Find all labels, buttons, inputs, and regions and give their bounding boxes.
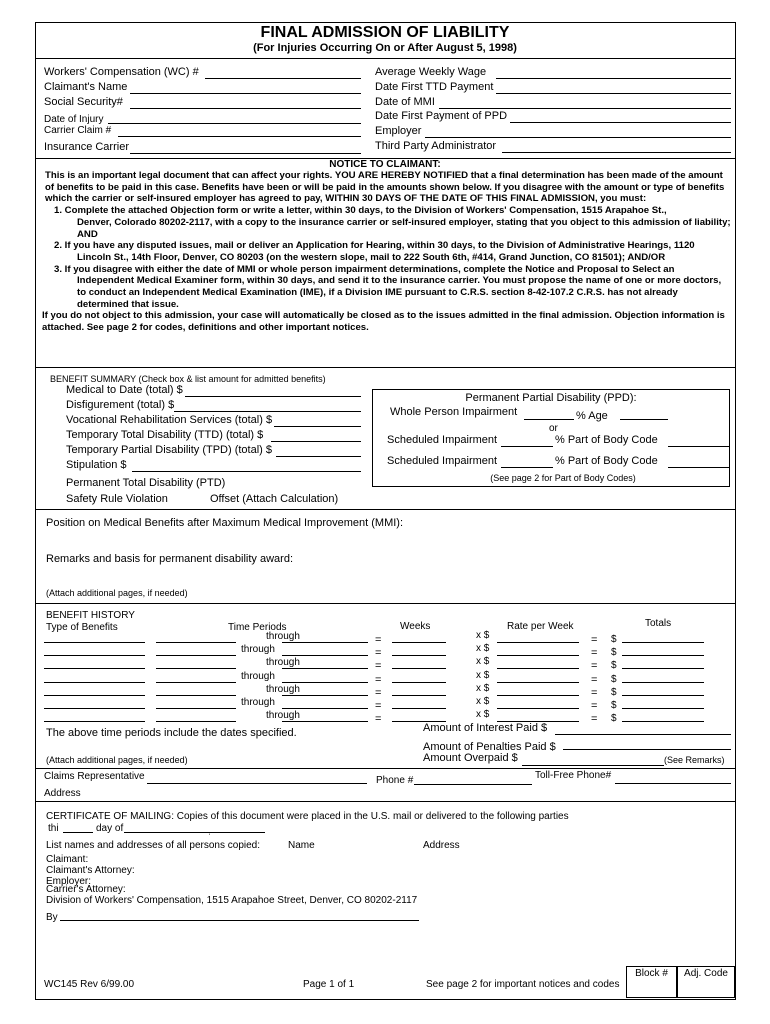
total-dollar: $	[611, 713, 617, 724]
rate-field[interactable]	[497, 668, 579, 669]
notice-intro: This is an important legal document that can affect your rights. YOU ARE HEREBY NOTIFIED that a final determination has been made of the amount of benefits to be paid in this case. Benefits have been or will be paid in the amounts shown below. If you disagree with the amount or type of benefits which the carrier or self-insured employer has agreed to pay, WITHIN 30 DAYS OF THE DATE OF THIS FINAL ADMISSION, you must:	[45, 170, 725, 205]
whole-person-field[interactable]	[524, 419, 574, 420]
through-label: through	[241, 671, 275, 682]
by-label: By	[46, 912, 58, 923]
date-of-injury-field[interactable]	[108, 123, 361, 124]
form-id: WC145 Rev 6/99.00	[44, 979, 135, 990]
first-ppd-label: Date First Payment of PPD	[375, 110, 508, 122]
rate-field[interactable]	[497, 682, 579, 683]
see-page2-note: See page 2 for important notices and codes	[426, 979, 620, 990]
overpaid-field[interactable]	[522, 765, 664, 766]
scheduled-1-field[interactable]	[501, 446, 553, 447]
type-field[interactable]	[44, 655, 145, 656]
equals-sign: =	[591, 647, 598, 659]
notice-item-3: 3. If you disagree with either the date of MMI or whole person impairment determinations, complete the Notice and Proposal to Select an	[54, 263, 675, 275]
tpd-label: Temporary Partial Disability (TPD) (total) $	[66, 444, 272, 456]
notice-heading: NOTICE TO CLAIMANT:	[329, 159, 441, 170]
adj-code-label: Adj. Code	[684, 968, 728, 979]
certificate-text: CERTIFICATE OF MAILING: Copies of this document were placed in the U.S. mail or delivered to the following parties	[46, 811, 569, 822]
overpaid-label: Amount Overpaid $	[423, 752, 518, 764]
period-start-field[interactable]	[156, 721, 236, 722]
carrier-attorney-copy: Carrier's Attorney:	[46, 884, 126, 895]
weeks-field[interactable]	[392, 695, 446, 696]
see-remarks: (See Remarks)	[664, 755, 725, 765]
period-end-field[interactable]	[282, 642, 368, 643]
type-field[interactable]	[44, 721, 145, 722]
mmi-date-field[interactable]	[439, 108, 731, 109]
period-start-field[interactable]	[156, 668, 236, 669]
through-label: through	[266, 710, 300, 721]
list-label: List names and addresses of all persons copied:	[46, 840, 261, 851]
division-copy: Division of Workers' Compensation, 1515 Arapahoe Street, Denver, CO 80202-2117	[46, 895, 418, 906]
whole-person-label: Whole Person Impairment	[390, 406, 518, 418]
through-label: through	[241, 644, 275, 655]
first-ttd-label: Date First TTD Payment	[375, 81, 494, 93]
type-field[interactable]	[44, 642, 145, 643]
equals-sign: =	[375, 687, 382, 699]
mmi-position-label: Position on Medical Benefits after Maximum Medical Improvement (MMI):	[46, 517, 404, 529]
tpa-label: Third Party Administrator	[375, 140, 497, 152]
scheduled-2-label: Scheduled Impairment	[387, 455, 498, 467]
ssn-label: Social Security#	[44, 96, 123, 108]
rate-field[interactable]	[497, 708, 579, 709]
history-heading: BENEFIT HISTORY	[46, 610, 135, 621]
period-end-field[interactable]	[282, 708, 368, 709]
divider	[35, 367, 736, 368]
period-end-field[interactable]	[282, 721, 368, 722]
divider	[35, 801, 736, 802]
period-end-field[interactable]	[282, 695, 368, 696]
part-2-label: % Part of Body Code	[555, 455, 658, 467]
remarks-attach-note: (Attach additional pages, if needed)	[46, 588, 188, 598]
ptd-label: Permanent Total Disability (PTD)	[66, 477, 226, 489]
period-start-field[interactable]	[156, 655, 236, 656]
total-field[interactable]	[622, 695, 704, 696]
equals-sign: =	[591, 634, 598, 646]
penalties-field[interactable]	[563, 749, 731, 750]
weeks-field[interactable]	[392, 668, 446, 669]
stipulation-field[interactable]	[132, 471, 361, 472]
weeks-field[interactable]	[392, 655, 446, 656]
address-label: Address	[44, 788, 81, 799]
notice-closing: If you do not object to this admission, your case will automatically be closed as to the issues admitted in the final admission. Objection information is attached. See page 2 for codes, definitions and other important notices.	[42, 310, 725, 334]
total-field[interactable]	[622, 721, 704, 722]
equals-sign: =	[591, 674, 598, 686]
claimant-copy: Claimant:	[46, 854, 89, 865]
rate-dollar: x $	[476, 656, 490, 667]
equals-sign: =	[591, 713, 598, 725]
total-dollar: $	[611, 674, 617, 685]
scheduled-2-field[interactable]	[501, 467, 553, 468]
tpa-field[interactable]	[502, 152, 731, 153]
through-label: through	[266, 657, 300, 668]
type-field[interactable]	[44, 695, 145, 696]
disfigurement-field[interactable]	[174, 411, 361, 412]
remarks-label: Remarks and basis for permanent disability award:	[46, 553, 294, 565]
equals-sign: =	[591, 660, 598, 672]
medical-field[interactable]	[185, 396, 361, 397]
rate-field[interactable]	[497, 695, 579, 696]
first-ppd-field[interactable]	[510, 122, 731, 123]
penalties-label: Amount of Penalties Paid $	[423, 741, 556, 753]
form-title: FINAL ADMISSION OF LIABILITY	[260, 24, 510, 41]
weeks-field[interactable]	[392, 642, 446, 643]
total-field[interactable]	[622, 668, 704, 669]
claimant-name-field[interactable]	[130, 93, 361, 94]
totals-header: Totals	[645, 618, 672, 629]
first-ttd-field[interactable]	[496, 93, 731, 94]
employer-field[interactable]	[425, 137, 731, 138]
date-of-injury-label: Date of Injury	[44, 114, 104, 125]
phone-label: Phone #	[376, 775, 414, 786]
total-field[interactable]	[622, 708, 704, 709]
aww-label: Average Weekly Wage	[375, 66, 487, 78]
weeks-header: Weeks	[400, 621, 431, 632]
weeks-field[interactable]	[392, 682, 446, 683]
block-label: Block #	[635, 968, 668, 979]
employer-label: Employer	[375, 125, 422, 137]
rate-dollar: x $	[476, 683, 490, 694]
rate-dollar: x $	[476, 709, 490, 720]
equals-sign: =	[591, 700, 598, 712]
divider	[35, 509, 736, 510]
type-field[interactable]	[44, 668, 145, 669]
vocational-field[interactable]	[274, 426, 361, 427]
dates-note: The above time periods include the dates specified.	[46, 727, 297, 739]
history-attach-note: (Attach additional pages, if needed)	[46, 755, 188, 765]
benefit-summary-heading: BENEFIT SUMMARY (Check box & list amount for admitted benefits)	[50, 374, 326, 384]
toll-free-label: Toll-Free Phone#	[535, 770, 612, 781]
periods-header: Time Periods	[228, 622, 287, 633]
interest-field[interactable]	[555, 734, 731, 735]
total-dollar: $	[611, 687, 617, 698]
interest-label: Amount of Interest Paid $	[423, 722, 548, 734]
ppd-heading: Permanent Partial Disability (PPD):	[465, 392, 637, 404]
weeks-field[interactable]	[392, 708, 446, 709]
notice-item-2b: Lincoln St., 14th Floor, Denver, CO 80203 (on the western slope, mail to 222 South 6th, #414, Grand Junction, CO 81501); AND/OR	[77, 251, 666, 263]
divider	[35, 768, 736, 769]
total-dollar: $	[611, 647, 617, 658]
rate-dollar: x $	[476, 696, 490, 707]
form-subtitle: (For Injuries Occurring On or After August 5, 1998)	[253, 42, 517, 54]
through-label: through	[266, 684, 300, 695]
equals-sign: =	[591, 687, 598, 699]
age-field[interactable]	[620, 419, 668, 420]
equals-sign: =	[375, 647, 382, 659]
medical-label: Medical to Date (total) $	[66, 384, 183, 396]
month-field[interactable]	[124, 832, 265, 833]
total-dollar: $	[611, 700, 617, 711]
equals-sign: =	[375, 713, 382, 725]
day-field[interactable]	[63, 832, 93, 833]
equals-sign: =	[375, 660, 382, 672]
through-label: through	[241, 697, 275, 708]
rate-dollar: x $	[476, 630, 490, 641]
insurance-carrier-field[interactable]	[130, 153, 361, 154]
divider	[35, 58, 736, 59]
claims-rep-label: Claims Representative	[44, 771, 145, 782]
wc-number-label: Workers' Compensation (WC) #	[44, 66, 199, 78]
rate-field[interactable]	[497, 655, 579, 656]
carrier-claim-label: Carrier Claim #	[44, 125, 112, 136]
period-end-field[interactable]	[282, 668, 368, 669]
ttd-label: Temporary Total Disability (TTD) (total) $	[66, 429, 264, 441]
claimant-attorney-copy: Claimant's Attorney:	[46, 865, 135, 876]
period-start-field[interactable]	[156, 708, 236, 709]
page-number: Page 1 of 1	[303, 979, 355, 990]
period-start-field[interactable]	[156, 682, 236, 683]
type-field[interactable]	[44, 708, 145, 709]
notice-item-1b: Denver, Colorado 80202-2117, with a copy to the insurance carrier or self-insured employer, stating that you object to this admission of liability; AND	[77, 216, 731, 240]
ssn-field[interactable]	[130, 108, 361, 109]
divider	[35, 603, 736, 604]
tick-mark: ˌ	[208, 825, 211, 835]
part-2-field[interactable]	[668, 467, 730, 468]
part-1-field[interactable]	[668, 446, 730, 447]
rate-header: Rate per Week	[507, 621, 574, 632]
notice-item-2: 2. If you have any disputed issues, mail or deliver an Application for Hearing, within 30 days, to the Division of Administrative Hearings, 1120	[54, 240, 695, 252]
period-end-field[interactable]	[282, 655, 368, 656]
notice-item-3b: Independent Medical Examiner form, within 30 days, and send it to the insurance carrier. You must propose the name of one or more doctors, to conduct an Independent Medical Examination (IME), if a Division IME pursuant to C.R.S. section 8-42-107.2 C.R.S. has not already determined that issue.	[77, 275, 722, 310]
type-field[interactable]	[44, 682, 145, 683]
toll-free-field[interactable]	[615, 783, 731, 784]
stipulation-label: Stipulation $	[66, 459, 127, 471]
thi-label: thi	[48, 823, 59, 834]
claims-rep-field[interactable]	[147, 783, 367, 784]
equals-sign: =	[375, 674, 382, 686]
safety-label: Safety Rule Violation	[66, 493, 168, 505]
period-start-field[interactable]	[156, 695, 236, 696]
address-header: Address	[423, 840, 460, 851]
ppd-or: or	[549, 423, 558, 434]
total-dollar: $	[611, 660, 617, 671]
part-1-label: % Part of Body Code	[555, 434, 658, 446]
equals-sign: =	[375, 700, 382, 712]
wc-number-field[interactable]	[205, 78, 361, 79]
mmi-date-label: Date of MMI	[375, 96, 435, 108]
total-field[interactable]	[622, 642, 704, 643]
rate-dollar: x $	[476, 643, 490, 654]
tpd-field[interactable]	[276, 456, 361, 457]
day-of-label: day of	[96, 823, 124, 834]
notice-item-1: 1. Complete the attached Objection form or write a letter, within 30 days, to the Division of Workers' Compensation, 1515 Arapahoe St.,	[54, 205, 667, 217]
rate-dollar: x $	[476, 670, 490, 681]
rate-field[interactable]	[497, 642, 579, 643]
total-field[interactable]	[622, 682, 704, 683]
type-header: Type of Benefits	[46, 622, 118, 633]
disfigurement-label: Disfigurement (total) $	[66, 399, 175, 411]
vocational-label: Vocational Rehabilitation Services (total) $	[66, 414, 273, 426]
scheduled-1-label: Scheduled Impairment	[387, 434, 498, 446]
insurance-carrier-label: Insurance Carrier	[44, 141, 129, 153]
age-label: % Age	[576, 410, 608, 422]
employer-copy: Employer:	[46, 876, 92, 887]
name-header: Name	[288, 840, 315, 851]
claimant-name-label: Claimant's Name	[44, 81, 128, 93]
period-start-field[interactable]	[156, 642, 236, 643]
total-dollar: $	[611, 634, 617, 645]
ttd-field[interactable]	[271, 441, 361, 442]
period-end-field[interactable]	[282, 682, 368, 683]
aww-field[interactable]	[496, 78, 731, 79]
through-label: through	[266, 631, 300, 642]
equals-sign: =	[375, 634, 382, 646]
signature-field[interactable]	[60, 920, 419, 921]
phone-field[interactable]	[414, 784, 532, 785]
total-field[interactable]	[622, 655, 704, 656]
ppd-note: (See page 2 for Part of Body Codes)	[490, 473, 636, 483]
offset-label: Offset (Attach Calculation)	[210, 493, 339, 505]
notice-body	[42, 170, 732, 334]
carrier-claim-field[interactable]	[118, 136, 361, 137]
